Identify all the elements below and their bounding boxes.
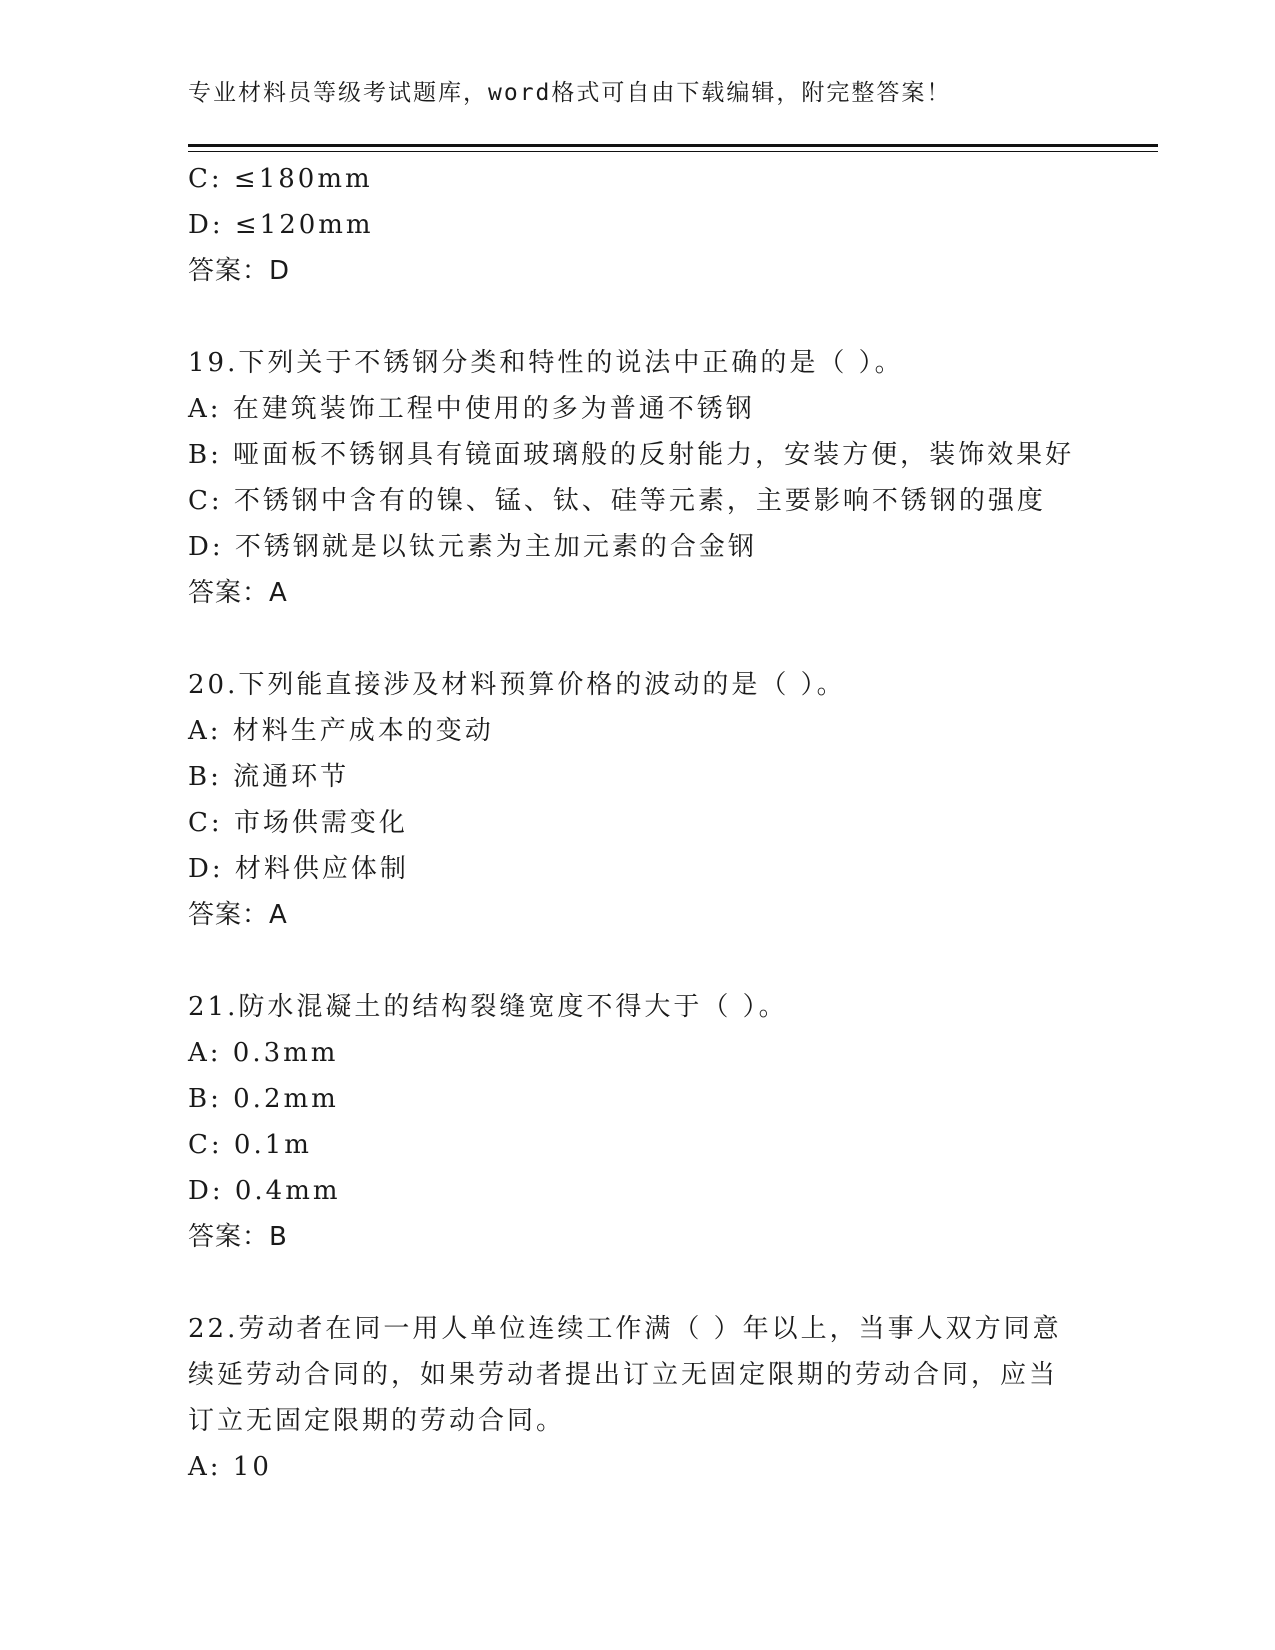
option-c: C: 0.1m (188, 1130, 312, 1160)
option-d: D: 不锈钢就是以钛元素为主加元素的合金钢 (188, 532, 757, 562)
option-a: A: 0.3mm (188, 1038, 339, 1068)
question-20 (188, 662, 1088, 938)
answer-line: 答案：D (188, 256, 291, 286)
question-text: 22.劳动者在同一用人单位连续工作满（ ）年以上，当事人双方同意续延劳动合同的，如果劳动者提出订立无固定限期的劳动合同，应当订立无固定限期的劳动合同。 (188, 1314, 1062, 1436)
answer-line: 答案：A (188, 900, 288, 930)
question-19 (188, 340, 1088, 616)
option-a: A: 在建筑装饰工程中使用的多为普通不锈钢 (188, 394, 755, 424)
page-header-title: 专业材料员等级考试题库，word格式可自由下载编辑，附完整答案！ (188, 80, 952, 106)
header-rule-thin (188, 151, 1158, 152)
question-21 (188, 984, 1088, 1260)
option-b: B: 0.2mm (188, 1084, 339, 1114)
option-c: C: 不锈钢中含有的镍、锰、钛、硅等元素，主要影响不锈钢的强度 (188, 486, 1046, 516)
question-text: 20.下列能直接涉及材料预算价格的波动的是（ ）。 (188, 670, 846, 700)
option-c: C: 市场供需变化 (188, 808, 408, 838)
option-a: A: 材料生产成本的变动 (188, 716, 494, 746)
document-body (188, 156, 1088, 1490)
option-b: B: 哑面板不锈钢具有镜面玻璃般的反射能力，安装方便，装饰效果好 (188, 440, 1075, 470)
option-d: D: 0.4mm (188, 1176, 341, 1206)
question-text: 21.防水混凝土的结构裂缝宽度不得大于（ ）。 (188, 992, 788, 1022)
option-c: C: ≤180mm (188, 164, 373, 194)
question-text: 19.下列关于不锈钢分类和特性的说法中正确的是（ ）。 (188, 348, 904, 378)
header-rule-thick (188, 144, 1158, 147)
question-22 (188, 1306, 1088, 1490)
answer-line: 答案：A (188, 578, 288, 608)
option-a: A: 10 (188, 1452, 272, 1482)
option-d: D: ≤120mm (188, 210, 374, 240)
option-d: D: 材料供应体制 (188, 854, 409, 884)
answer-line: 答案：B (188, 1222, 288, 1252)
option-b: B: 流通环节 (188, 762, 350, 792)
